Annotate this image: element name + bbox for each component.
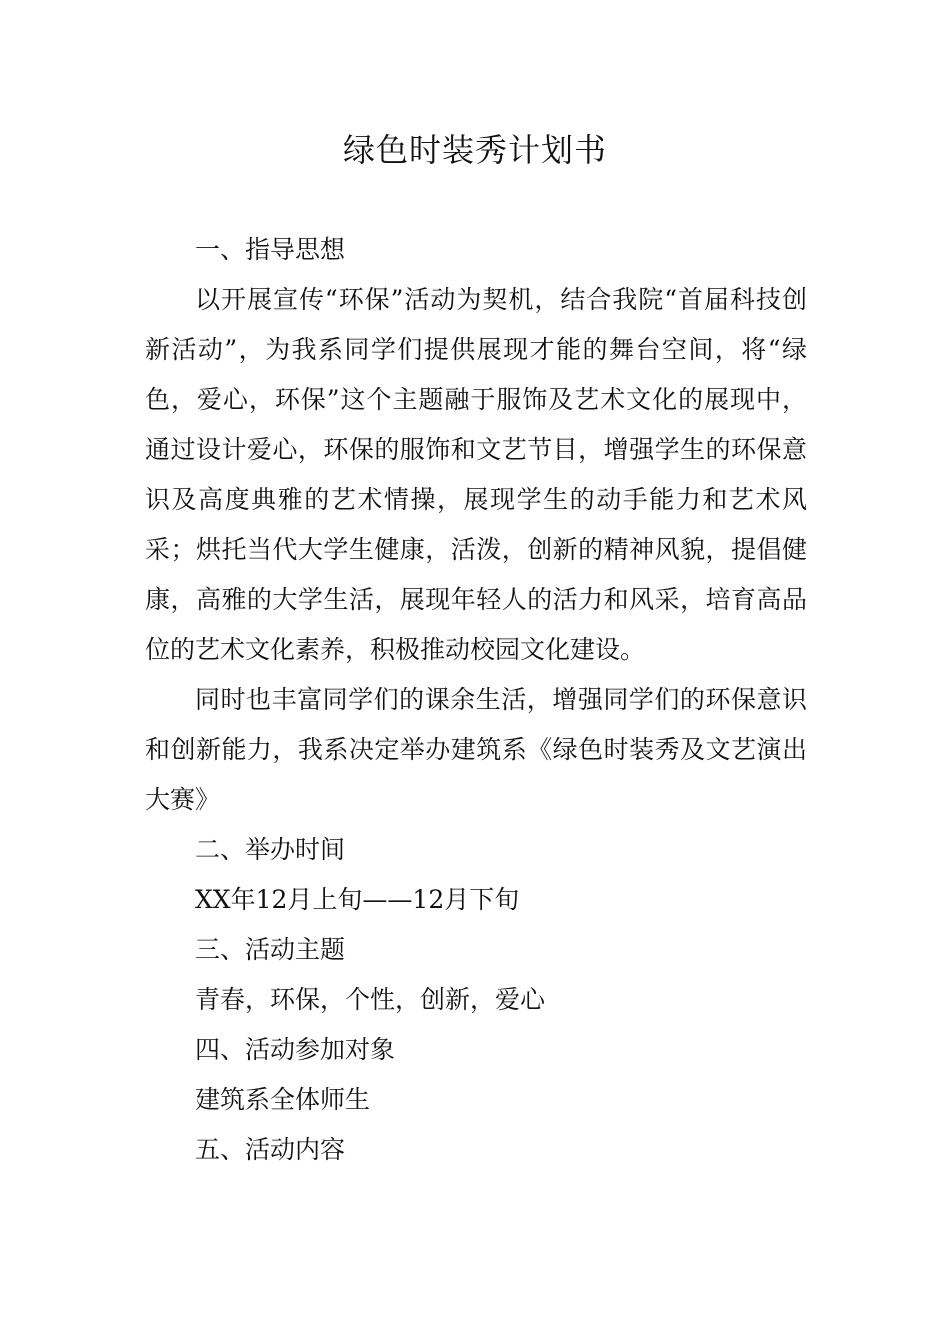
- paragraph-participants: 建筑系全体师生: [195, 1085, 371, 1114]
- section-heading-guiding-ideology: 一、指导思想: [195, 235, 346, 264]
- document-body: [145, 225, 807, 1175]
- section-heading-theme: 三、活动主题: [195, 935, 346, 964]
- section-heading-time: 二、举办时间: [195, 835, 346, 864]
- paragraph-purpose: 同时也丰富同学们的课余生活，增强同学们的环保意识和创新能力，我系决定举办建筑系《绿色时装秀及文艺演出大赛》: [145, 685, 807, 814]
- paragraph-guiding-ideology: 以开展宣传“环保”活动为契机，结合我院“首届科技创新活动”，为我系同学们提供展现才能的舞台空间，将“绿色，爱心，环保”这个主题融于服饰及艺术文化的展现中，通过设计爱心，环保的服饰和文艺节目，增强学生的环保意识及高度典雅的艺术情操，展现学生的动手能力和艺术风采；烘托当代大学生健康，活泼，创新的精神风貌，提倡健康，高雅的大学生活，展现年轻人的活力和风采，培育高品位的艺术文化素养，积极推动校园文化建设。: [145, 285, 807, 664]
- document-title: 绿色时装秀计划书: [342, 131, 607, 169]
- section-heading-content: 五、活动内容: [195, 1135, 346, 1164]
- section-heading-participants: 四、活动参加对象: [195, 1035, 396, 1064]
- paragraph-time: XX年12月上旬——12月下旬: [195, 885, 520, 914]
- paragraph-theme: 青春，环保，个性，创新，爱心: [195, 985, 546, 1014]
